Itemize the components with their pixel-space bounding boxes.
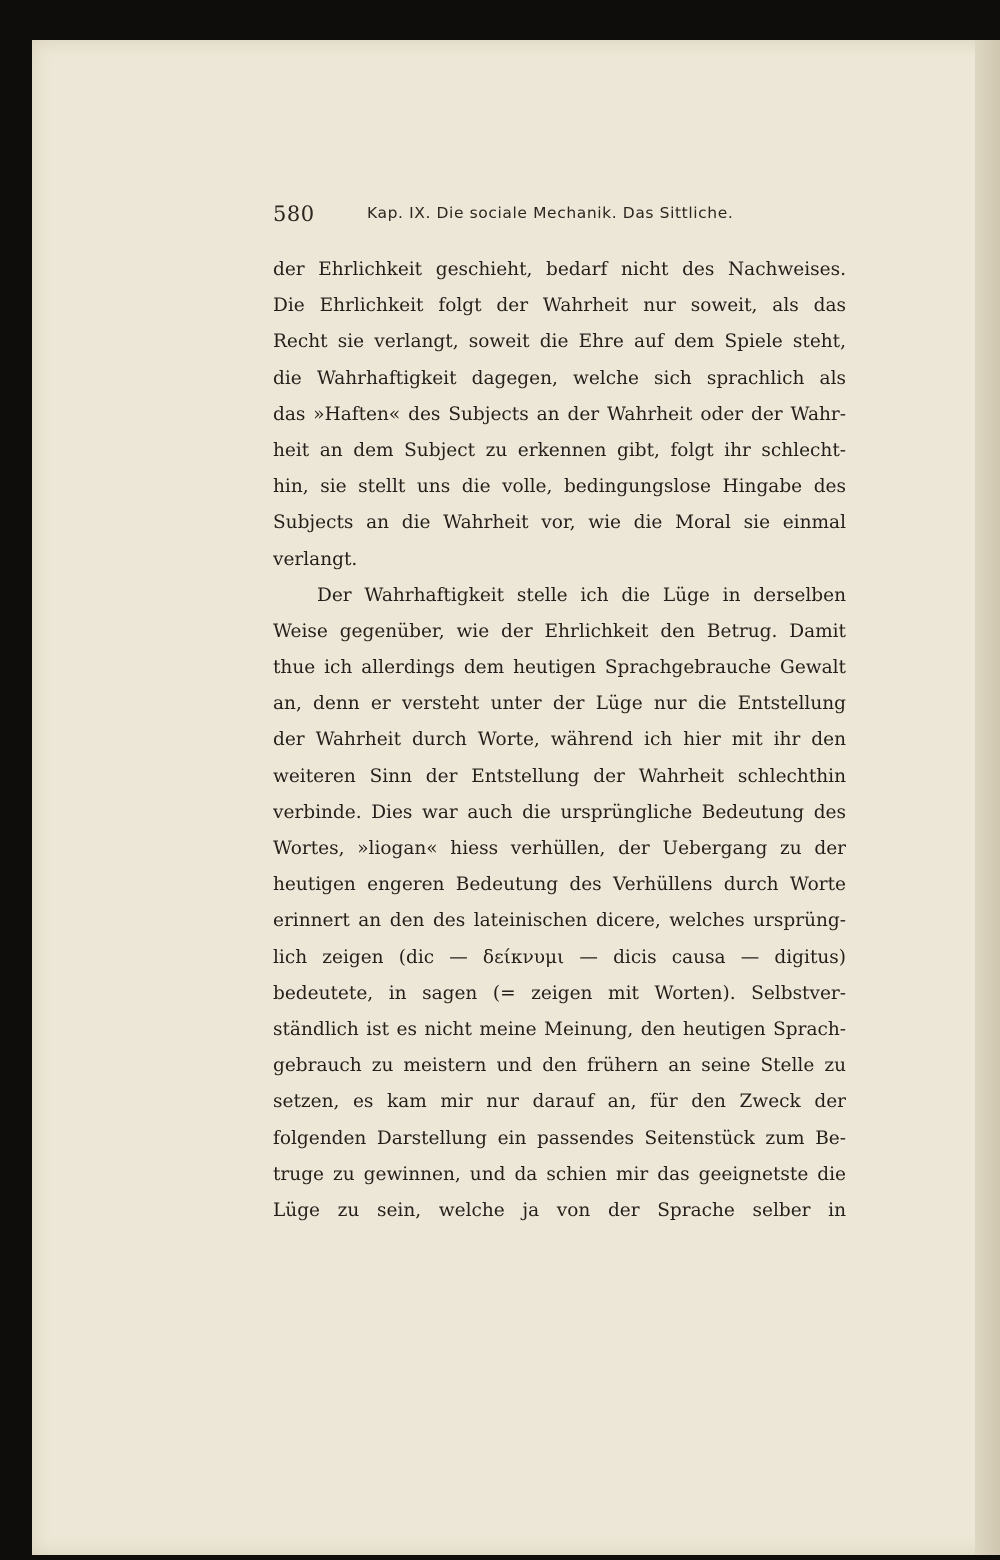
text-line: Subjects an die Wahrheit vor, wie die Moral sie einmal: [273, 512, 846, 534]
text-line: verlangt.: [273, 548, 358, 570]
text-line: Recht sie verlangt, soweit die Ehre auf dem Spiele steht,: [273, 331, 846, 353]
text-line: hin, sie stellt uns die volle, bedingungslose Hingabe des: [273, 476, 846, 498]
text-line: gebrauch zu meistern und den frühern an seine Stelle zu: [273, 1055, 846, 1077]
text-line: heutigen engeren Bedeutung des Verhüllens durch Worte: [273, 874, 846, 896]
body-text: [273, 252, 846, 1229]
text-line: weiteren Sinn der Entstellung der Wahrheit schlechthin: [273, 765, 846, 787]
running-head: Kap. IX. Die sociale Mechanik. Das Sittliche.: [367, 204, 734, 222]
text-line: Wortes, »liogan« hiess verhüllen, der Uebergang zu der: [273, 838, 846, 859]
text-line: erinnert an den des lateinischen dicere, welches ursprüng-: [273, 910, 846, 932]
text-line: setzen, es kam mir nur darauf an, für den Zweck der: [273, 1091, 846, 1113]
text-line: truge zu gewinnen, und da schien mir das geeignetste die: [273, 1163, 846, 1185]
page-header: [273, 202, 853, 234]
page-number: 580: [273, 202, 315, 226]
text-line: bedeutete, in sagen (= zeigen mit Worten). Selbstver-: [273, 982, 846, 1004]
text-line: an, denn er versteht unter der Lüge nur die Entstellung: [273, 693, 846, 715]
text-line: Die Ehrlichkeit folgt der Wahrheit nur soweit, als das: [273, 295, 846, 317]
text-line: die Wahrhaftigkeit dagegen, welche sich sprachlich als: [273, 367, 846, 389]
text-line: der Ehrlichkeit geschieht, bedarf nicht des Nachweises.: [273, 259, 846, 280]
text-line: thue ich allerdings dem heutigen Sprachgebrauche Gewalt: [273, 657, 846, 679]
text-line: lich zeigen (dic — δείκνυμι — dicis causa — digitus): [273, 946, 846, 968]
text-line: Weise gegenüber, wie der Ehrlichkeit den Betrug. Damit: [273, 620, 846, 642]
text-line: das »Haften« des Subjects an der Wahrheit oder der Wahr-: [273, 403, 846, 425]
text-line: verbinde. Dies war auch die ursprüngliche Bedeutung des: [273, 801, 846, 823]
text-line: heit an dem Subject zu erkennen gibt, folgt ihr schlecht-: [273, 439, 846, 461]
text-line: folgenden Darstellung ein passendes Seitenstück zum Be-: [273, 1127, 846, 1149]
paragraph-start-line: Der Wahrhaftigkeit stelle ich die Lüge in derselben: [317, 584, 846, 606]
text-line: ständlich ist es nicht meine Meinung, den heutigen Sprach-: [273, 1018, 846, 1040]
text-line: der Wahrheit durch Worte, während ich hier mit ihr den: [273, 729, 846, 751]
page-edge: [975, 40, 1000, 1555]
text-line: Lüge zu sein, welche ja von der Sprache selber in: [273, 1199, 846, 1221]
